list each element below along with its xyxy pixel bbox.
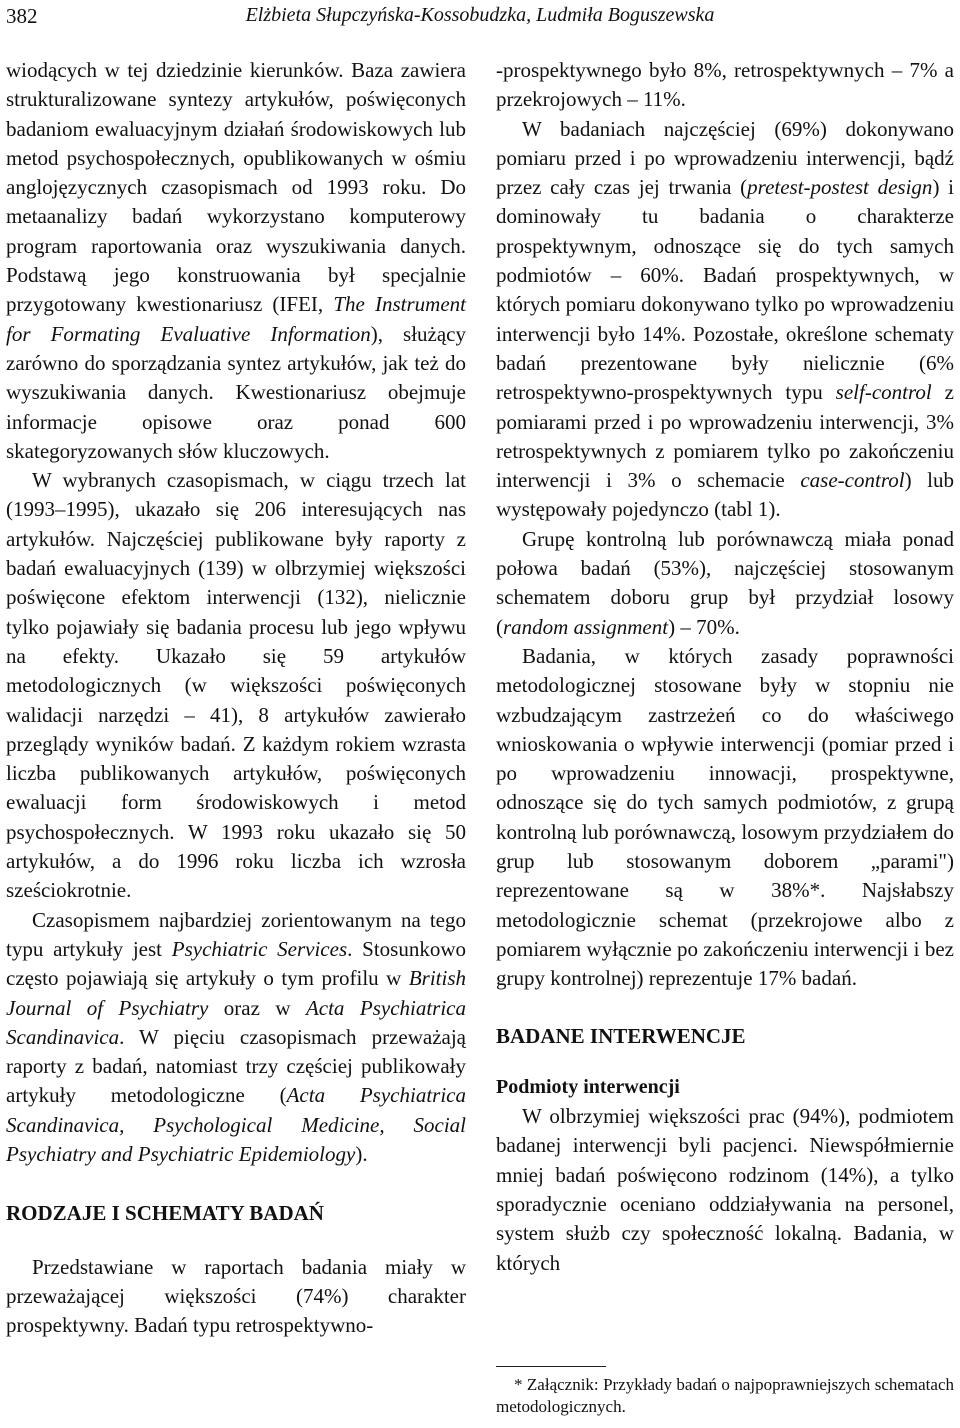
section-heading: RODZAJE I SCHEMATY BADAŃ — [6, 1201, 324, 1226]
section-heading: BADANE INTERWENCJE — [496, 1023, 746, 1048]
subsection-heading: Podmioty interwencji — [496, 1075, 680, 1098]
right-column — [496, 56, 954, 1278]
footnote: * Załącznik: Przykłady badań o najpoprawniejszych schematach metodologicznych. — [496, 1375, 954, 1416]
running-head: Elżbieta Słupczyńska-Kossobudzka, Ludmiła Boguszewska — [245, 4, 715, 26]
paragraph: W wybranych czasopismach, w ciągu trzech lat (1993–1995), ukazało się 206 interesujących nas artykułów. Najczęściej publikowane były raporty z badań ewaluacyjnych (139) w olbrzymiej większości poświęcone efektom interwencji (132), nielicznie tylko pojawiały się badania procesu lub jego wpływu na efekty. Ukazało się 59 artykułów metodologicznych (w większości poświęconych walidacji narzędzi – 41), 8 artykułów zawierało przeglądy wyników badań. Z każdym rokiem wzrasta liczba publikowanych artykułów, poświęconych ewaluacji form środowiskowych i metod psychospołecznych. W 1993 roku ukazało się 50 artykułów, a do 1996 roku liczba ich wzrosła sześciokrotnie. — [6, 468, 466, 903]
paragraph: W olbrzymiej większości prac (94%), podmiotem badanej interwencji byli pacjenci. Niewspółmiernie mniej badań poświęcono rodzinom (14%), a tylko sporadycznie oceniano oddziaływania na personel, system służb czy społeczność lokalną. Badania, w których — [496, 1104, 954, 1275]
page-header — [0, 0, 960, 34]
footnote-rule — [496, 1366, 606, 1367]
paragraph: -prospektywnego było 8%, retrospektywnych – 7% a przekrojowych – 11%. — [496, 58, 954, 112]
paragraph: Czasopismem najbardziej zorientowanym na tego typu artykuły jest Psychiatric Services. Stosunkowo często pojawiają się artykuły o tym profilu w British Journal of Psychiatry oraz w Acta Psychiatrica Scandinavica. W pięciu czasopismach przeważają raporty z badań, natomiast trzy częściej publikowały artykuły metodologiczne (Acta Psychiatrica Scandinavica, Psychological Medicine, Social Psychiatry and Psychiatric Epidemiology). — [6, 907, 467, 1166]
page-number: 382 — [6, 4, 38, 28]
paragraph: Przedstawiane w raportach badania miały w przeważającej większości (74%) charakter prospektywny. Badań typu retrospektywno- — [6, 1254, 466, 1338]
left-column — [6, 56, 466, 1340]
paragraph: wiodących w tej dziedzinie kierunków. Baza zawiera strukturalizowane syntezy artykułów, poświęconych badaniom ewaluacyjnym działań środowiskowych lub metod psychospołecznych, opublikowanych w ośmiu anglojęzycznych czasopismach od 1993 roku. Do metaanalizy badań wykorzystano komputerowy program raportowania oraz wyszukiwania danych. Podstawą jego konstruowania był specjalnie przygotowany kwestionariusz (IFEI, The Instrument for Formating Evaluative Information), służący zarówno do sporządzania syntez artykułów, jak też do wyszukiwania danych. Kwestionariusz obejmuje informacje opisowe oraz ponad 600 skategoryzowanych słów kluczowych. — [6, 58, 467, 463]
paragraph: W badaniach najczęściej (69%) dokonywano pomiaru przed i po wprowadzeniu interwencji, bądź przez cały czas jej trwania (pretest-postest design) i dominowały tu badania o charakterze prospektywnym, odnoszące się do tych samych podmiotów – 60%. Badań prospektywnych, w których pomiaru dokonywano tylko po wprowadzeniu interwencji było 14%. Pozostałe, określone schematy badań prezentowane były nielicznie (6% retrospektywno-prospektywnych typu self-control z pomiarami przed i po wprowadzeniu interwencji, 3% retrospektywnych z pomiarem tylko po zakończeniu interwencji i 3% o schemacie case-control) lub występowały pojedynczo (tabl 1). — [496, 116, 955, 522]
paragraph: Badania, w których zasady poprawności metodologicznej stosowane były w stopniu nie wzbudzającym zastrzeżeń co do właściwego wnioskowania o wpływie interwencji (pomiar przed i po wprowadzeniu innowacji, prospektywne, odnoszące się do tych samych podmiotów, z grupą kontrolną lub porównawczą, losowym przydziałem do grup lub stosowanym doborem „parami") reprezentowane są w 38%*. Najsłabszy metodologicznie schemat (przekrojowe albo z pomiarem wyłącznie po zakończeniu interwencji i bez grupy kontrolnej) reprezentuje 17% badań. — [496, 643, 954, 991]
paragraph: Grupę kontrolną lub porównawczą miała ponad połowa badań (53%), najczęściej stosowanym schematem doboru grup był przydział losowy (random assignment) – 70%. — [496, 526, 954, 639]
